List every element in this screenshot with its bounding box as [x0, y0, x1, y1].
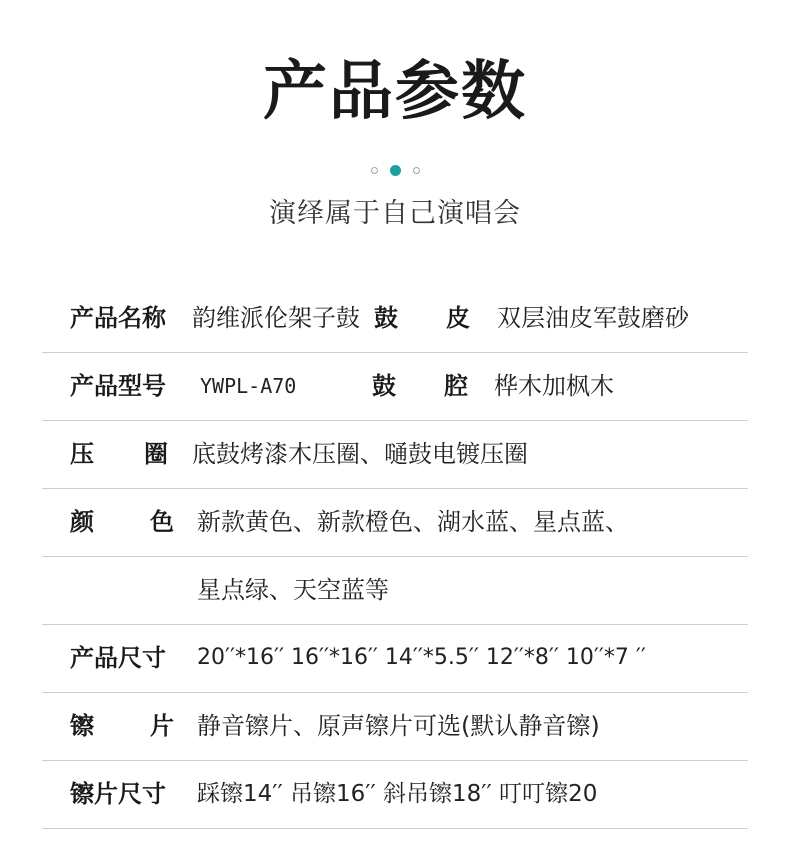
spec-label-a: 镲: [70, 712, 94, 740]
spec-label-b: 圈: [144, 440, 168, 468]
spec-value: 底鼓烤漆木压圈、嗵鼓电镀压圈: [192, 440, 528, 468]
spec-value: 20′′*16′′ 16′′*16′′ 14′′*5.5′′ 12′′*8′′ 10′′*7 ′′: [197, 645, 646, 670]
spec-label: 产品型号: [70, 372, 166, 400]
spec-value-2: 桦木加枫木: [494, 372, 614, 400]
spec-row-model: [42, 352, 748, 421]
spec-row-product-name: [42, 284, 748, 353]
spec-value: 韵维派伦架子鼓: [192, 304, 360, 332]
pagination-dots: [0, 160, 790, 176]
spec-row-color: [42, 488, 748, 557]
spec-row-color-cont: [42, 556, 748, 625]
page-title: 产品参数: [263, 55, 527, 129]
spec-row-cymbal-size: [42, 760, 748, 829]
spec-label-b: 色: [150, 508, 174, 536]
spec-row-hoop: [42, 420, 748, 489]
dot-indicator-active: [390, 165, 401, 176]
spec-label-a: 颜: [70, 508, 94, 536]
spec-label: 产品尺寸: [70, 644, 166, 672]
spec-value: 星点绿、天空蓝等: [197, 576, 389, 604]
spec-value-2: 双层油皮军鼓磨砂: [497, 304, 689, 332]
spec-value: YWPL-A70: [200, 374, 297, 398]
spec-value: 踩镲14′′ 吊镲16′′ 斜吊镲18′′ 叮叮镲20: [197, 781, 598, 807]
spec-label-2a: 鼓: [372, 372, 396, 400]
spec-label-2b: 腔: [444, 372, 468, 400]
spec-value: 静音镲片、原声镲片可选(默认静音镲): [197, 712, 600, 740]
spec-label: 镲片尺寸: [70, 780, 166, 808]
dot-indicator: [371, 167, 378, 174]
spec-row-size: [42, 624, 748, 693]
spec-row-cymbal: [42, 692, 748, 761]
dot-indicator: [413, 167, 420, 174]
spec-value: 新款黄色、新款橙色、湖水蓝、星点蓝、: [197, 508, 629, 536]
page-subtitle: 演绎属于自己演唱会: [269, 198, 521, 229]
spec-label-a: 压: [70, 440, 94, 468]
spec-label: 产品名称: [70, 304, 166, 332]
spec-label-b: 片: [150, 712, 174, 740]
spec-label-2b: 皮: [446, 304, 470, 332]
spec-label-2a: 鼓: [374, 304, 398, 332]
